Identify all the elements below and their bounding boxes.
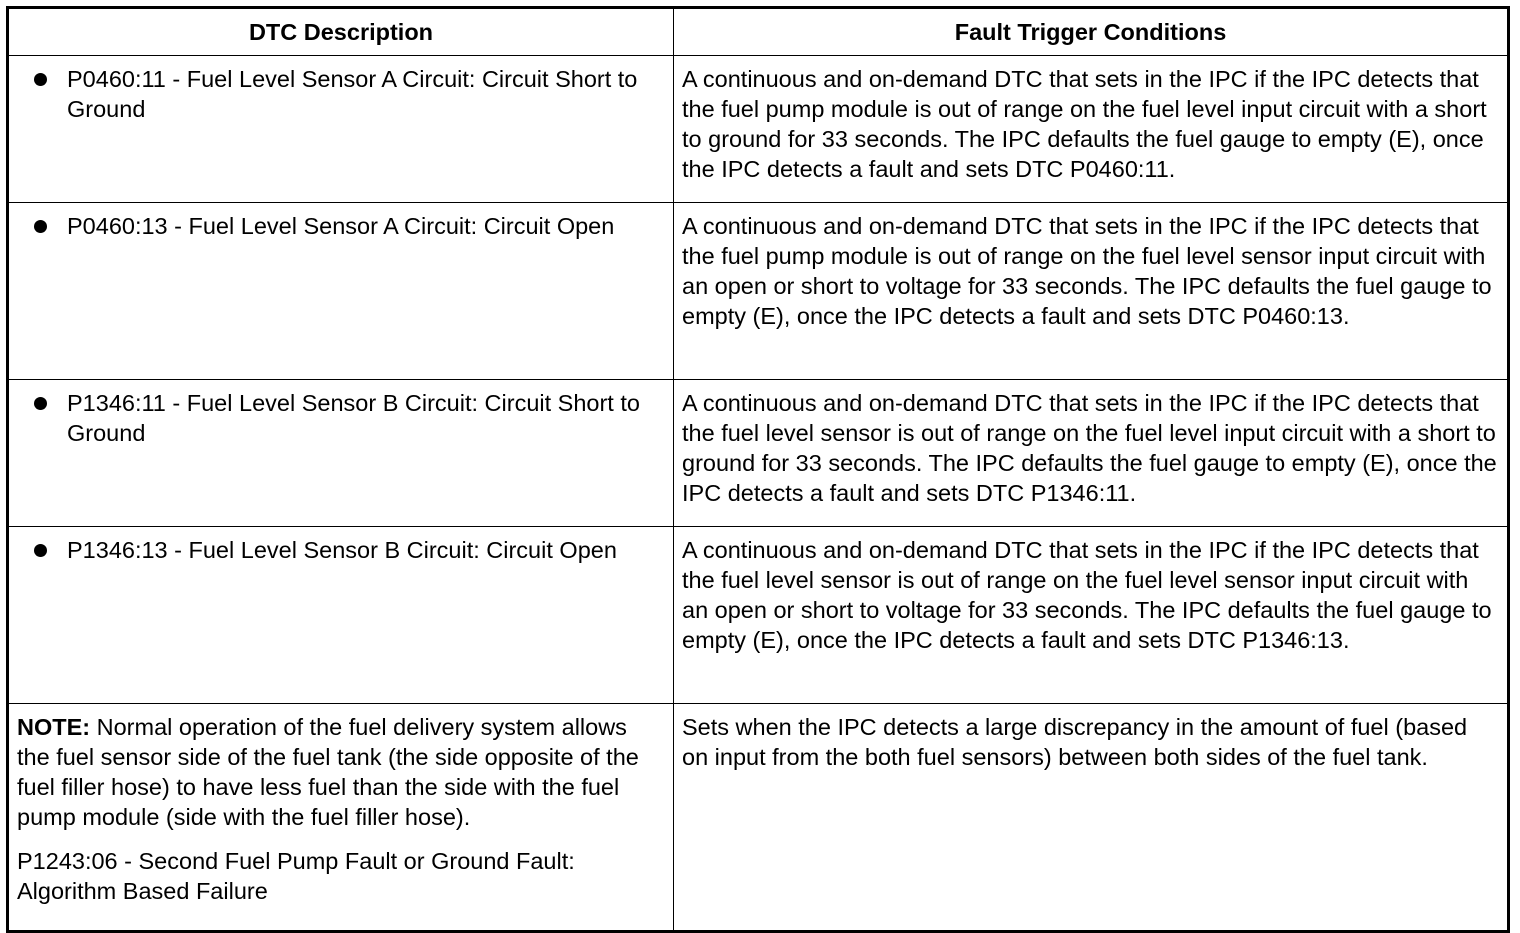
fault-condition-cell: A continuous and on-demand DTC that sets in the IPC if the IPC detects that the fuel level sensor is out of range on the fuel level sensor input circuit with an open or short to voltage for 33 seconds. The IPC defaults the fuel gauge to empty (E), once the IPC detects a fault and sets DTC P1346:13. [674,527,1509,704]
header-fault-trigger-conditions: Fault Trigger Conditions [674,8,1509,56]
note-description-cell [8,704,674,932]
dtc-list-item [9,211,663,241]
fault-condition-cell: A continuous and on-demand DTC that sets in the IPC if the IPC detects that the fuel pump module is out of range on the fuel level input circuit with a short to ground for 33 seconds. The IPC defaults the fuel gauge to empty (E), once the IPC detects a fault and sets DTC P0460:11. [674,56,1509,203]
bullet-icon [9,388,67,418]
bullet-icon [9,535,67,565]
note-label: NOTE: [17,714,91,740]
note-text: Normal operation of the fuel delivery system allows the fuel sensor side of the fuel tank (the side opposite of the fuel filler hose) to have less fuel than the side with the fuel pump module (side with the fuel filler hose). [17,714,639,830]
dtc-list-item [9,535,663,565]
dtc-description-cell [8,527,674,704]
table-row-note [8,704,1509,932]
dtc-description: P1243:06 - Second Fuel Pump Fault or Ground Fault: Algorithm Based Failure [17,848,575,904]
bullet-icon [9,211,67,241]
fault-condition-cell: A continuous and on-demand DTC that sets in the IPC if the IPC detects that the fuel level sensor is out of range on the fuel level input circuit with a short to ground for 33 seconds. The IPC defaults the fuel gauge to empty (E), once the IPC detects a fault and sets DTC P1346:11. [674,380,1509,527]
dtc-description: P0460:11 - Fuel Level Sensor A Circuit: Circuit Short to Ground [67,66,638,122]
dtc-table [6,6,1510,933]
dtc-list-item [9,388,663,448]
bullet-icon [9,64,67,94]
dtc-description: P1346:11 - Fuel Level Sensor B Circuit: Circuit Short to Ground [67,390,640,446]
header-dtc-description: DTC Description [8,8,674,56]
dtc-list-item [9,64,663,124]
table-row [8,527,1509,704]
dtc-description-cell [8,380,674,527]
dtc-description-cell [8,56,674,203]
note-paragraph [17,712,665,832]
fault-condition-cell: Sets when the IPC detects a large discrepancy in the amount of fuel (based on input from the both fuel sensors) between both sides of the fuel tank. [674,704,1509,932]
dtc-description: P0460:13 - Fuel Level Sensor A Circuit: Circuit Open [67,213,615,239]
table-row [8,380,1509,527]
table-header-row [8,8,1509,56]
dtc-description-cell [8,203,674,380]
table-row [8,56,1509,203]
table-row [8,203,1509,380]
fault-condition-cell: A continuous and on-demand DTC that sets in the IPC if the IPC detects that the fuel pump module is out of range on the fuel level sensor input circuit with an open or short to voltage for 33 seconds. The IPC defaults the fuel gauge to empty (E), once the IPC detects a fault and sets DTC P0460:13. [674,203,1509,380]
dtc-description: P1346:13 - Fuel Level Sensor B Circuit: Circuit Open [67,537,617,563]
